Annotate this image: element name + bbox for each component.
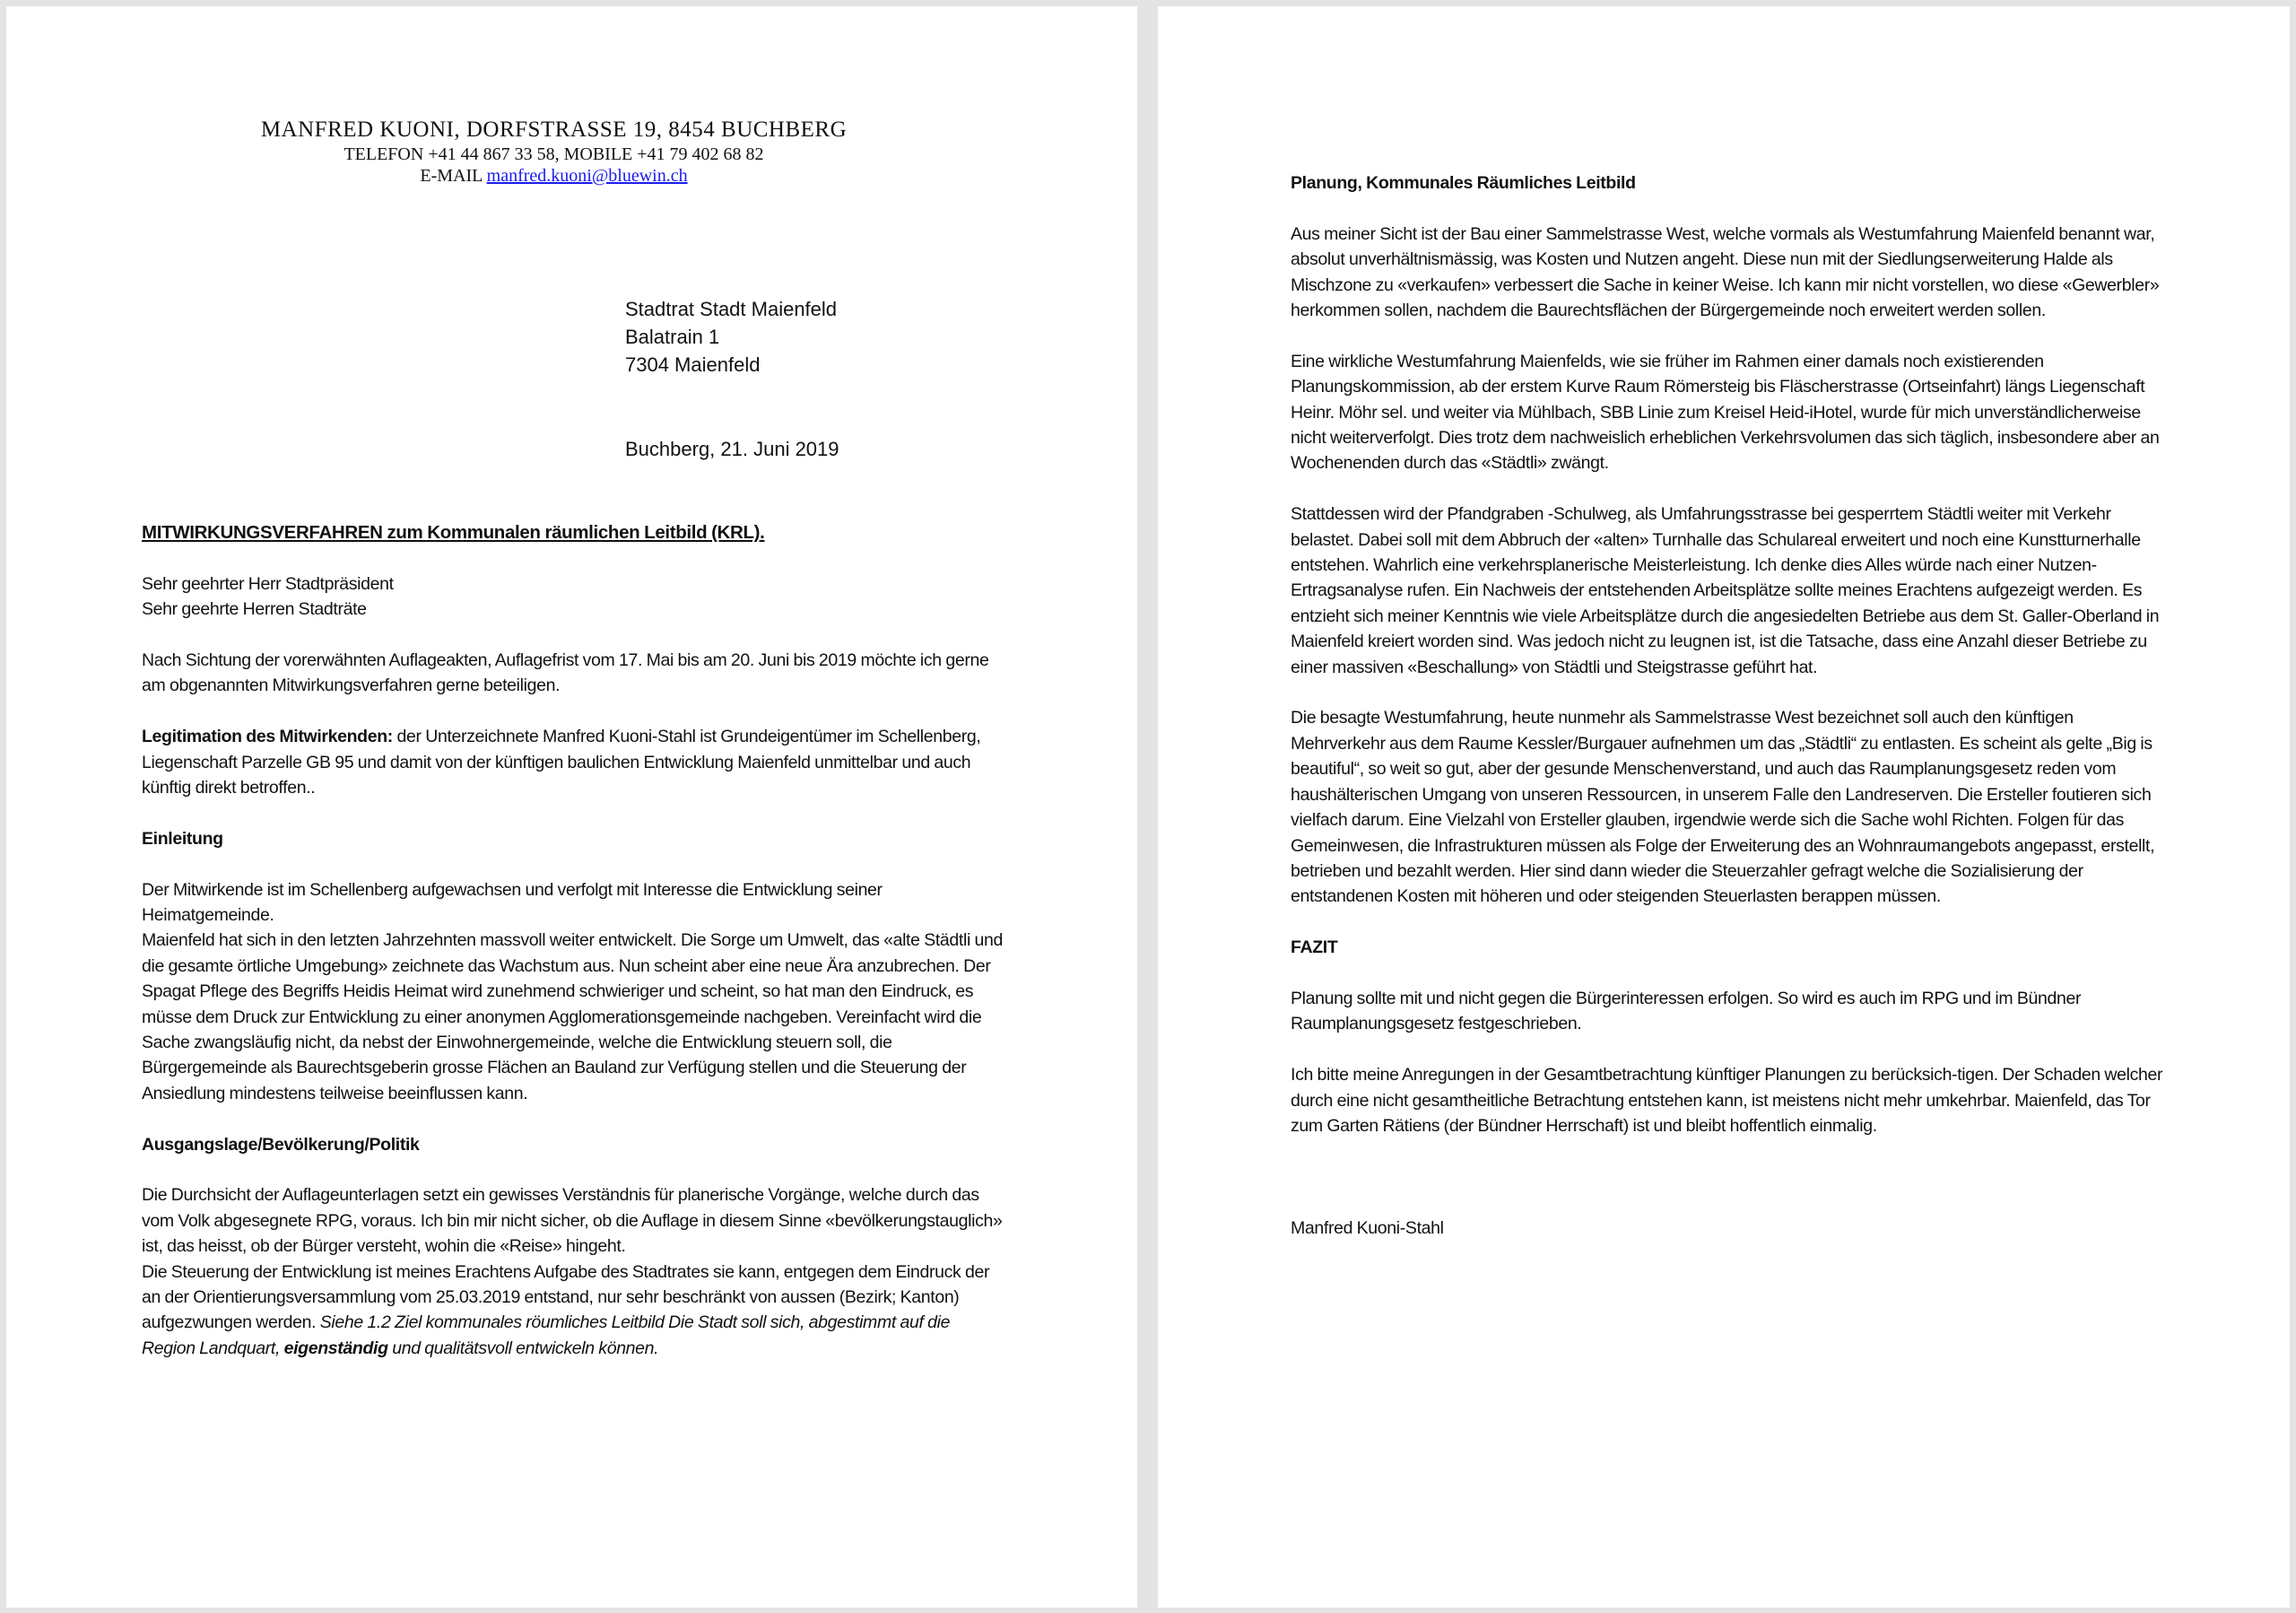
paragraph: Der Mitwirkende ist im Schellenberg aufgewachsen und verfolgt mit Interesse die Entwicklung seiner Heimatgemeinde. bbox=[142, 879, 883, 926]
recipient-line: Balatrain 1 bbox=[625, 326, 720, 348]
paragraph: Eine wirkliche Westumfahrung Maienfelds, wie sie früher im Rahmen einer damals noch existierenden Planungskommission, ab der erstem Kurve Raum Römersteig bis Fläscherstrasse (Ortseinfahrt) längs Liegenschaft Heinr. Möhr sel. und weiter via Mühlbach, SBB Linie zum Kreisel Heid-iHotel, wurde für mich unverständlicherweise nicht weiterverfolgt. Dies trotz dem nachweislich erheblichen Verkehrsvolumen das sich täglich, insbesondere aber an Wochenenden durch das «Städtli» zwängt. bbox=[1291, 351, 2160, 474]
section-heading-ausgangslage: Ausgangslage/Bevölkerung/Politik bbox=[142, 1134, 420, 1155]
legitimation-label: Legitimation des Mitwirkenden: bbox=[142, 727, 393, 747]
section-heading-einleitung: Einleitung bbox=[142, 828, 223, 849]
subject-line: MITWIRKUNGSVERFAHREN zum Kommunalen räumlichen Leitbild (KRL). bbox=[142, 522, 765, 543]
quote-italic: und qualitätsvoll entwickeln können. bbox=[387, 1338, 659, 1358]
letter-body-page-1 bbox=[142, 520, 1007, 1361]
legitimation-paragraph bbox=[142, 724, 1007, 800]
letter-body-page-2 bbox=[1291, 170, 2165, 1241]
section-heading-fazit: FAZIT bbox=[1291, 937, 1338, 958]
sender-email-line bbox=[0, 165, 1137, 187]
legitimation-text: der Unterzeichnete Manfred Kuoni-Stahl ist Grundeigentümer im Schellenberg, Liegenschaft Parzelle GB 95 und damit von der künftigen baulichen Entwicklung Maienfeld unmittelbar und auch künftig direkt betroffen.. bbox=[142, 727, 981, 798]
section-heading-planung: Planung, Kommunales Räumliches Leitbild bbox=[1291, 173, 1636, 193]
document-page-1 bbox=[6, 6, 1137, 1608]
recipient-line: 7304 Maienfeld bbox=[625, 353, 761, 376]
paragraph: Stattdessen wird der Pfandgraben -Schulweg, als Umfahrungsstrasse bei gesperrtem Städtli weiter mit Verkehr belastet. Dabei soll mit dem Abbruch der «alten» Turnhalle das Schulareal erweitert und noch eine Kunstturnerhalle entstehen. Wahrlich eine verkehrsplanerische Meisterleistung. Ich denke dies Alles würde nach einer Nutzen-Ertragsanalyse rufen. Ein Nachweis der entstehenden Arbeitsplätze sollte meines Erachtens aufgezeigt werden. Es entzieht sich meiner Kenntnis wie viele Arbeitsplätze durch die angesiedelten Betriebe aus dem St. Galler-Oberland in Maienfeld kreiert worden sind. Was jedoch nicht zu leugnen ist, ist die Tatsache, dass eine Anzahl dieser Betriebe zu einer massiven «Beschallung» von Städtli und Steigstrasse geführt hat. bbox=[1291, 504, 2160, 677]
salutation-line: Sehr geehrter Herr Stadtpräsident bbox=[142, 573, 394, 594]
salutation-line: Sehr geehrte Herren Stadträte bbox=[142, 599, 367, 620]
sender-phone: TELEFON +41 44 867 33 58, MOBILE +41 79 402 68 82 bbox=[344, 144, 764, 164]
quote-emphasis: eigenständig bbox=[283, 1338, 388, 1358]
paragraph-text: Die Steuerung der Entwicklung ist meines Erachtens Aufgabe des Stadtrates sie kann, entgegen dem Eindruck der an der Orientierungsversammlung vom 25.03.2019 entstand, nur sehr beschränkt von aussen (Bezirk; Kanton) aufgezwungen werden. bbox=[142, 1261, 990, 1333]
document-page-2 bbox=[1158, 6, 2290, 1608]
paragraph: Maienfeld hat sich in den letzten Jahrzehnten massvoll weiter entwickelt. Die Sorge um Umwelt, das «alte Städtli und die gesamte örtliche Umgebung» zeichnete das Wachstum aus. Nun scheint aber eine neue Ära anzubrechen. Der Spagat Pflege des Begriffs Heidis Heimat wird zunehmend schwieriger und scheint, so hat man den Eindruck, es müsse dem Druck zur Entwicklung zu einer anonymen Agglomerationsgemeinde nachgeben. Vereinfacht wird die Sache zwangsläufig nicht, da nebst der Einwohnergemeinde, welche die Entwicklung steuern soll, die Bürgergemeinde als Baurechtsgeberin grosse Flächen an Bauland zur Verfügung stellen und die Steuerung der Ansiedlung mindestens teilweise beeinflussen kann. bbox=[142, 930, 1003, 1103]
recipient-line: Stadtrat Stadt Maienfeld bbox=[625, 298, 838, 320]
letter-date: Buchberg, 21. Juni 2019 bbox=[625, 438, 839, 460]
email-label: E-MAIL bbox=[420, 166, 487, 186]
paragraph: Planung sollte mit und nicht gegen die Bürgerinteressen erfolgen. So wird es auch im RPG und im Bündner Raumplanungsgesetz festgeschrieben. bbox=[1291, 988, 2082, 1034]
paragraph: Die besagte Westumfahrung, heute nunmehr als Sammelstrasse West bezeichnet soll auch den künftigen Mehrverkehr aus dem Raume Kessler/Burgauer aufnehmen um das „Städtli“ zu entlasten. Es scheint als gelte „Big is beautiful“, so weit so gut, aber der gesunde Menschenverstand, und auch das Raumplanungsgesetz reden vom haushälterischen Umgang von unseren Ressourcen, in unserem Falle den Landreserven. Die Ersteller foutieren sich vielfach darum. Eine Vielzahl von Ersteller glauben, irgendwie werde sich die Sache wohl Richten. Folgen für das Gemeinwesen, die Infrastrukturen müssen als Folge der Erweiterung des an Wohnraumangebots angepasst, erstellt, betrieben und bezahlt werden. Hier sind dann wieder die Steuerzahler gefragt welche die Sozialisierung der entstandenen Kosten mit höheren und oder steigenden Steuerlasten berappen müssen. bbox=[1291, 708, 2155, 907]
letterhead bbox=[6, 117, 1137, 187]
sender-name-address: MANFRED KUONI, DORFSTRASSE 19, 8454 BUCHBERG bbox=[260, 118, 848, 142]
paragraph bbox=[142, 1260, 1007, 1362]
recipient-address bbox=[625, 295, 837, 379]
paragraph: Aus meiner Sicht ist der Bau einer Sammelstrasse West, welche vormals als Westumfahrung Maienfeld benannt war, absolut unverhältnismässig, was Kosten und Nutzen angeht. Diese nun mit der Siedlungserweiterung Halde als Mischzone zu «verkaufen» verbessert die Sache in keiner Weise. Ich kann mir nicht vorstellen, wo diese «Gewerbler» herkommen sollen, nachdem die Baurechtsflächen der Bürgergemeinde noch erweitert werden sollen. bbox=[1291, 223, 2160, 321]
signature: Manfred Kuoni-Stahl bbox=[1291, 1217, 1444, 1238]
paragraph: Die Durchsicht der Auflageunterlagen setzt ein gewisses Verständnis für planerische Vorgänge, welche durch das vom Volk abgesegnete RPG, voraus. Ich bin mir nicht sicher, ob die Auflage in diesem Sinne «bevölkerungstauglich» ist, das heisst, ob der Bürger versteht, wohin die «Reise» hingeht. bbox=[142, 1185, 1003, 1257]
intro-paragraph: Nach Sichtung der vorerwähnten Auflageakten, Auflagefrist vom 17. Mai bis am 20. Juni bis 2019 möchte ich gerne am obgenannten Mitwirkungsverfahren gerne beteiligen. bbox=[142, 650, 989, 696]
paragraph: Ich bitte meine Anregungen in der Gesamtbetrachtung künftiger Planungen zu berücksich-tigen. Der Schaden welcher durch eine nicht gesamtheitliche Betrachtung entstehen kann, ist meistens nicht mehr umkehrbar. Maienfeld, das Tor zum Garten Rätiens (der Bündner Herrschaft) ist und bleibt hoffentlich einmalig. bbox=[1291, 1065, 2163, 1136]
email-link[interactable]: manfred.kuoni@bluewin.ch bbox=[486, 166, 688, 186]
quote-italic: Siehe 1.2 Ziel kommunales röumliches Leitbild Die Stadt soll sich, abgestimmt auf die Region Landquart, bbox=[142, 1312, 951, 1358]
